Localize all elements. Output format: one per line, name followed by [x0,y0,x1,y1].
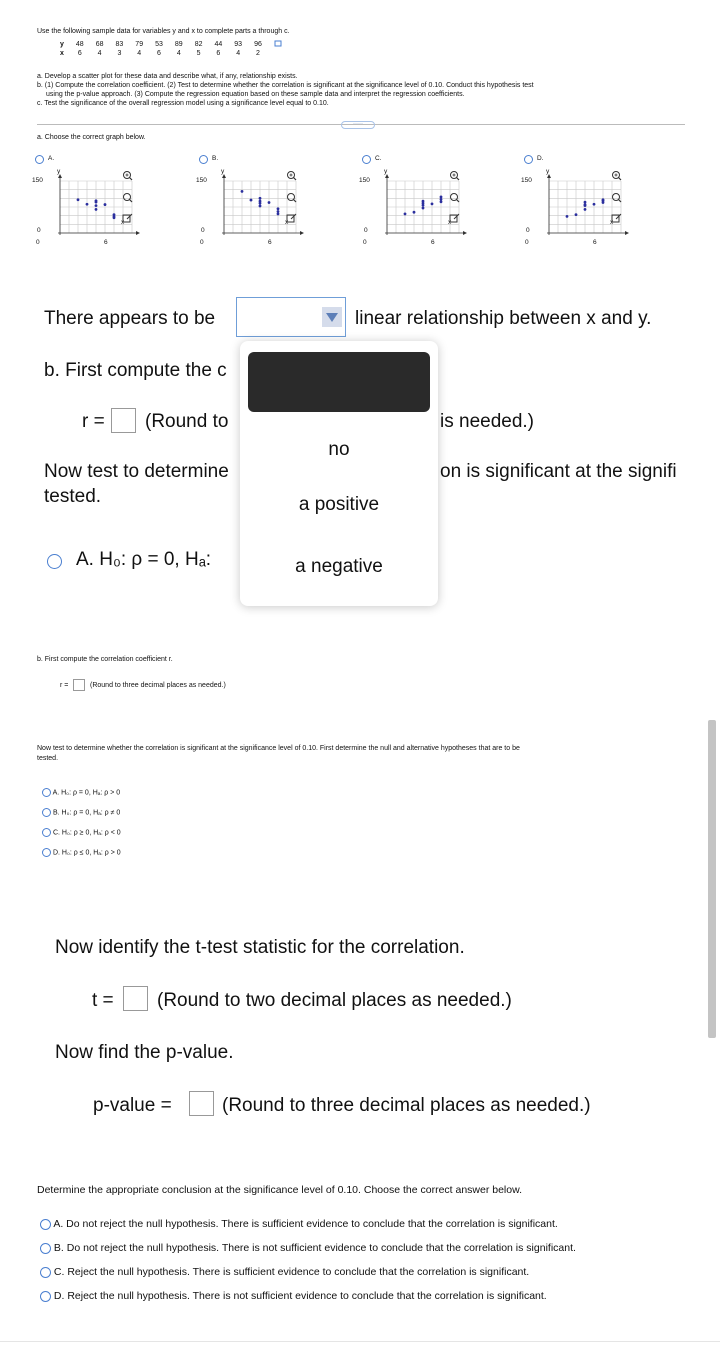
y-cell: 89 [174,41,183,48]
popout-icon[interactable] [286,213,297,224]
graph-xmin: 0 [36,239,40,246]
scatter-point [241,190,244,193]
scatter-point [422,207,425,210]
section-b-r-hint: (Round to three decimal places as needed.) [90,682,226,689]
dropdown-option-blank[interactable] [248,352,430,412]
p-hint: (Round to three decimal places as needed.) [222,1095,591,1116]
scatter-point [77,198,80,201]
p-label: p-value = [93,1095,172,1116]
popout-icon[interactable] [449,213,460,224]
zoom-option-a-radio[interactable] [47,553,62,571]
conclusion-option[interactable] [40,1266,529,1278]
scatter-point [440,196,443,199]
section-b-r-input[interactable] [73,679,85,691]
scatter-point [584,203,587,206]
y-cell: 68 [95,41,104,48]
conclusion-option[interactable] [40,1242,576,1254]
graph-radio[interactable] [524,155,533,164]
scatter-point [95,199,98,202]
hypothesis-radio[interactable] [42,788,51,797]
zoom-r-hint-start: (Round to [145,411,229,432]
graph-yaxis: y [57,168,61,175]
scatter-point [95,208,98,211]
x-cell: 2 [256,49,260,57]
p-input[interactable] [189,1091,214,1116]
y-cell: 96 [254,41,262,48]
section-b-heading: b. First compute the correlation coefficient r. [37,656,173,663]
x-header: x [60,49,64,57]
y-cell: 82 [194,41,203,48]
hypothesis-label: D. H₀: ρ ≤ 0, Hₐ: ρ > 0 [52,849,121,857]
scatter-point [277,210,280,213]
scatter-point [259,197,262,200]
y-header: y [60,41,64,48]
data-table [54,40,288,57]
scatter-point [566,215,569,218]
zoom-out-icon[interactable] [449,192,460,203]
scatter-point [250,199,253,202]
x-cell: 6 [77,49,82,57]
scatter-point [584,208,587,211]
zoom-out-icon[interactable] [122,192,133,203]
y-cell: 44 [214,41,223,48]
hypothesis-option[interactable] [42,848,121,857]
scatter-point [277,213,280,216]
scatter-point [440,200,443,203]
zoom-test-line-end: on is significant at the signifi [440,461,677,482]
dropdown-option-no[interactable]: no [328,439,350,460]
intro-text: Use the following sample data for variables y and x to complete parts a through c. [37,28,290,35]
p-heading: Now find the p-value. [55,1042,234,1063]
part-b-text-1: b. (1) Compute the correlation coefficient. (2) Test to determine whether the correlation is significant at the significance level of 0.10. Conduct this hypothesis test [37,82,534,89]
conclusion-radio[interactable] [40,1267,51,1278]
zoom-in-icon[interactable] [449,170,460,181]
graph-ymin: 0 [201,227,205,234]
graph-radio[interactable] [35,155,44,164]
graph-xmax: 6 [104,239,108,246]
scatter-point [413,211,416,214]
graph-xmin: 0 [200,239,204,246]
scatter-point [404,213,407,216]
section-b-r-label: r = [60,682,69,689]
zoom-option-a: A. H₀: ρ = 0, Hₐ: [76,549,212,570]
graph-xmax: 6 [268,239,272,246]
graph-ymax: 150 [196,177,207,184]
zoom-r-label: r = [82,411,105,432]
scatter-point [86,203,89,206]
graph-xaxis: x [121,219,125,226]
zoom-r-input[interactable] [111,408,136,433]
zoom-r-hint-end: is needed.) [440,411,535,432]
zoom-tested: tested. [44,486,102,507]
conclusion-option[interactable] [40,1290,547,1302]
x-cell: 4 [97,49,102,57]
conclusion-prompt: Determine the appropriate conclusion at the significance level of 0.10. Choose the correct answer below. [37,1184,523,1196]
t-heading: Now identify the t-test statistic for the correlation. [55,937,465,958]
zoom-b-heading: b. First compute the c [44,360,227,381]
x-cell: 5 [196,49,201,57]
hypothesis-option[interactable] [42,788,120,797]
hypothesis-option[interactable] [42,828,121,837]
conclusion-label: A. Do not reject the null hypothesis. There is sufficient evidence to conclude that the correlation is significant. [53,1218,558,1230]
y-cell: 48 [75,41,84,48]
zoom-in-icon[interactable] [611,170,622,181]
graph-xaxis: x [285,219,289,226]
graph-radio[interactable] [199,155,208,164]
x-cell: 4 [236,49,241,57]
scatter-point [593,203,596,206]
table-row-x [54,49,288,57]
conclusion-label: B. Do not reject the null hypothesis. There is not sufficient evidence to conclude that the correlation is significant. [53,1242,576,1254]
graph-yaxis: y [384,168,388,175]
scatter-point [113,216,116,219]
t-label: t = [92,990,114,1011]
y-cell: 93 [234,41,243,48]
scatter-point [104,203,107,206]
graph-xmin: 0 [363,239,367,246]
graph-ymin: 0 [526,227,530,234]
scatter-point [259,200,262,203]
hypothesis-option[interactable] [42,808,120,817]
scatter-point [95,204,98,207]
expand-button[interactable]: ····· [341,121,375,129]
copy-table-icon[interactable] [268,40,288,49]
graph-ymin: 0 [364,227,368,234]
hypothesis-label: B. H₀: ρ = 0, Hₐ: ρ ≠ 0 [52,809,121,817]
x-cell: 3 [117,49,122,57]
relationship-sentence-end: linear relationship between x and y. [355,308,652,329]
graph-label: C. [375,155,382,162]
graph-xmax: 6 [593,239,597,246]
scrollbar[interactable] [708,720,716,1038]
dropdown-arrow-icon[interactable] [322,307,342,327]
scatter-point [113,213,116,216]
part-c-text: c. Test the significance of the overall regression model using a significance level equal to 0.10. [37,100,329,107]
zoom-in-icon[interactable] [286,170,297,181]
scatter-point [440,198,443,201]
hypothesis-radio[interactable] [42,828,51,837]
y-cell: 53 [155,41,163,48]
hypothesis-radio[interactable] [42,808,51,817]
scatter-point [602,198,605,201]
dropdown-option-positive[interactable]: a positive [298,494,380,515]
graph-label: B. [212,155,219,162]
conclusion-radio[interactable] [40,1291,51,1302]
graph-xaxis: x [448,219,452,226]
zoom-in-icon[interactable] [122,170,133,181]
graph-ymax: 150 [521,177,532,184]
zoom-test-line-start: Now test to determine [44,461,229,482]
dropdown-menu [240,341,438,606]
scatter-point [259,205,262,208]
scatter-point [575,213,578,216]
section-b-test-line1: Now test to determine whether the correlation is significant at the significance level of 0.10. First determine the null and alternative hypotheses that are to be [37,745,520,752]
section-b-test-line2: tested. [37,755,59,762]
x-cell: 4 [137,49,142,57]
conclusion-label: C. Reject the null hypothesis. There is sufficient evidence to conclude that the correlation is significant. [53,1266,530,1278]
x-cell: 6 [216,49,221,57]
conclusion-option[interactable] [40,1218,558,1230]
conclusion-radio[interactable] [40,1219,51,1230]
y-cell: 83 [115,41,124,48]
graph-ymin: 0 [37,227,41,234]
graph-yaxis: y [221,168,225,175]
scatter-point [277,207,280,210]
graph-yaxis: y [546,168,550,175]
graph-label: A. [48,155,55,162]
graph-xmax: 6 [431,239,435,246]
scatter-point [431,202,434,205]
part-b-text-2: using the p-value approach. (3) Compute the regression equation based on these sample data and interpret the regression coefficients. [46,91,465,98]
conclusion-radio[interactable] [40,1243,51,1254]
graph-radio[interactable] [362,155,371,164]
dropdown-option-negative[interactable]: a negative [295,556,383,577]
zoom-out-icon[interactable] [611,192,622,203]
scatter-point [422,200,425,203]
hypothesis-label: A. H₀: ρ = 0, Hₐ: ρ > 0 [52,789,121,797]
graph-xmin: 0 [525,239,529,246]
conclusion-label: D. Reject the null hypothesis. There is not sufficient evidence to conclude that the correlation is significant. [53,1290,547,1302]
scatter-point [602,201,605,204]
hypothesis-label: C. H₀: ρ ≥ 0, Hₐ: ρ < 0 [52,829,121,837]
y-cell: 79 [135,41,144,48]
graph-label: D. [537,155,544,162]
zoom-out-icon[interactable] [286,192,297,203]
part-a-text: a. Develop a scatter plot for these data and describe what, if any, relationship exists. [37,73,298,80]
scatter-point [584,201,587,204]
t-hint: (Round to two decimal places as needed.) [157,990,512,1011]
graph-ymax: 150 [32,177,43,184]
x-cell: 6 [157,49,161,57]
scatter-point [268,201,271,204]
graph-prompt: a. Choose the correct graph below. [37,134,146,141]
table-row-y [54,40,288,49]
graph-xaxis: x [610,219,614,226]
relationship-sentence-start: There appears to be [44,308,216,329]
popout-icon[interactable] [122,213,133,224]
graph-ymax: 150 [359,177,370,184]
x-cell: 4 [176,49,181,57]
popout-icon[interactable] [611,213,622,224]
t-input[interactable] [123,986,148,1011]
hypothesis-radio[interactable] [42,848,51,857]
